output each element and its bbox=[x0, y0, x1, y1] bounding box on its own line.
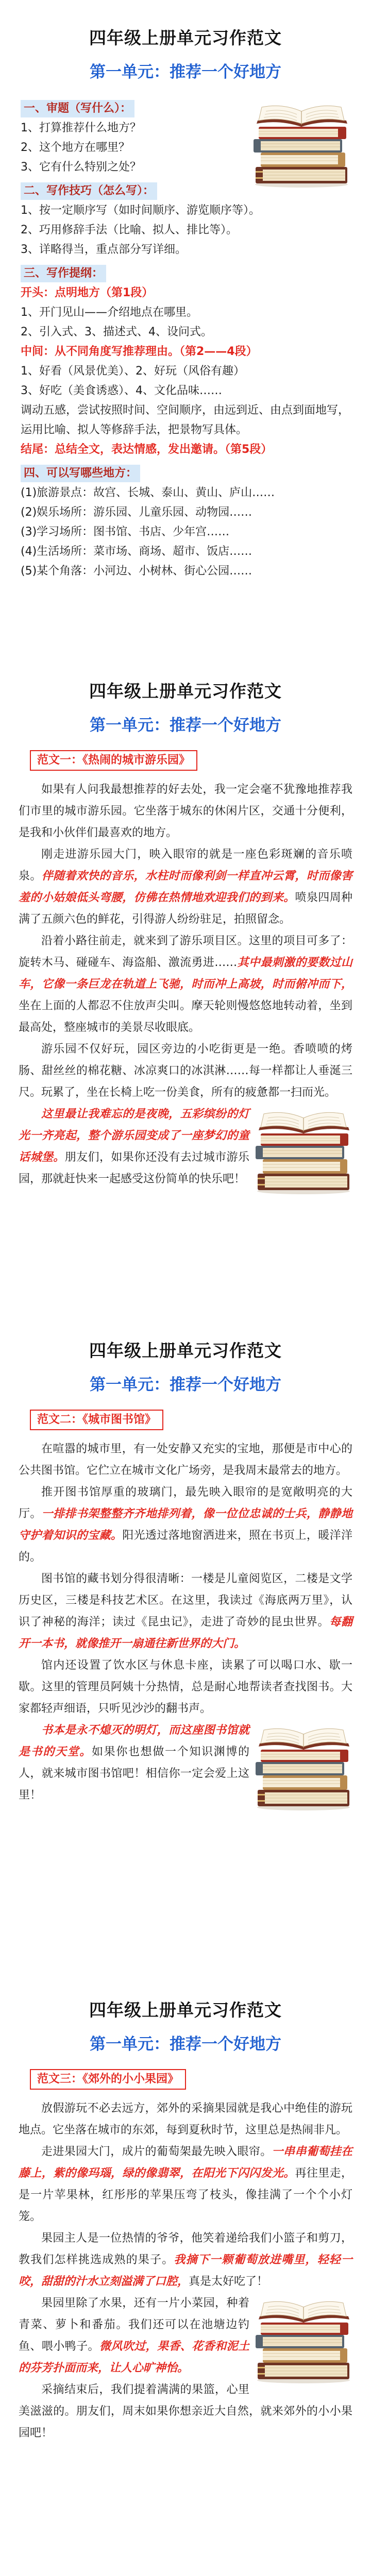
essay-text: 喷泉四周种满了五颜六色的鲜花，引得游人纷纷驻足，拍照留念。 bbox=[19, 891, 352, 926]
essay-text: 刚走进游乐园大门，映入眼帘的就是一座色彩斑斓的音乐喷泉。 bbox=[19, 848, 352, 883]
guide-section bbox=[21, 464, 350, 581]
essay-paragraph bbox=[19, 2228, 352, 2293]
highlight-sentence: 我摘下一颗葡萄放进嘴里，轻轻一咬，甜甜的汁水立刻溢满了口腔， bbox=[19, 2253, 352, 2288]
essay-text: 沿着小路往前走，就来到了游乐项目区。这里的项目可多了：旋转木马、碰碰车、海盗船、激流勇进…… bbox=[19, 935, 352, 969]
essay-text: 真是太好吃了！ bbox=[189, 2275, 268, 2288]
section-heading: 四、可以写哪些地方： bbox=[21, 465, 140, 482]
highlight-sentence: 每翻开一本书，就像推开一扇通往新世界的大门。 bbox=[19, 1616, 352, 1650]
guide-line: (4)生活场所：菜市场、商场、超市、饭店…… bbox=[21, 545, 252, 558]
highlight-sentence: 一串串葡萄挂在藤上，紫的像玛瑙，绿的像翡翠，在阳光下闪闪发光。 bbox=[19, 2145, 352, 2180]
section-heading: 三、写作提纲： bbox=[21, 265, 106, 282]
guide-section bbox=[21, 264, 350, 460]
guide-line: 2、巧用修辞手法（比喻、拟人、排比等）。 bbox=[21, 224, 238, 236]
guide-line: (1)旅游景点：故宫、长城、泰山、黄山、庐山…… bbox=[21, 486, 275, 499]
essay-text: 坐在上面的人都忍不住放声尖叫。摩天轮则慢悠悠地转动着，坐到最高处，整座城市的美景尽收眼底。 bbox=[19, 999, 352, 1034]
essay-text: 果园里除了水果，还有一片小菜园，种着青菜、萝卜和番茄。我们还可以在池塘边钓鱼、喂小鸭子。 bbox=[19, 2297, 249, 2353]
essay-body bbox=[0, 771, 371, 1190]
essay-text: 采摘结束后，我们提着满满的果篮，心里美滋滋的。朋友们，周末如果你想亲近大自然，就来郊外的小小果园吧！ bbox=[19, 2383, 352, 2439]
essay-text: 果园主人是一位热情的爷爷，他笑着递给我们小篮子和剪刀，教我们怎样挑选成熟的果子。 bbox=[19, 2232, 352, 2266]
guide-line: (3)学习场所：图书馆、书店、少年宫…… bbox=[21, 526, 230, 538]
highlight-sentence: 其中最刺激的要数过山车，它像一条巨龙在轨道上飞驰，时而冲上高坡，时而俯冲而下， bbox=[19, 956, 352, 991]
essay-text: 推开图书馆厚重的玻璃门，最先映入眼帘的是宽敞明亮的大厅。 bbox=[19, 1486, 352, 1520]
guide-line: 调动五感，尝试按照时间、空间顺序，由远到近、由点到面地写，运用比喻、拟人等修辞手法，把景物写具体。 bbox=[21, 404, 350, 436]
essay-paragraph bbox=[19, 2379, 352, 2444]
essay-text: 走进果园大门，成片的葡萄架最先映入眼帘。 bbox=[41, 2145, 272, 2158]
essay-text: 再往里走，是一片苹果林，红彤彤的苹果压弯了枝头，像挂满了一个个小灯笼。 bbox=[19, 2167, 352, 2223]
page-title: 四年级上册单元习作范文 bbox=[89, 28, 282, 48]
book-stack-image bbox=[255, 1723, 352, 1811]
section-heading: 二、写作技巧（怎么写）： bbox=[21, 182, 157, 200]
guide-line: 3、它有什么特别之处？ bbox=[21, 161, 141, 174]
guide-line: 1、好看（风景优美）、2、好玩（风俗有趣） bbox=[21, 365, 245, 378]
essay-label: 范文一：《热闹的城市游乐园》 bbox=[30, 750, 197, 771]
essay-paragraph bbox=[19, 2098, 352, 2141]
highlight-sentence: 微风吹过，果香、花香和泥土的芬芳扑面而来，让人心旷神怡。 bbox=[19, 2340, 249, 2375]
guide-body bbox=[0, 83, 371, 581]
unit-subtitle: 第一单元：推荐一个好地方 bbox=[90, 716, 281, 735]
essay-text: 如果有人问我最想推荐的好去处，我一定会毫不犹豫地推荐我们市里的城市游乐园。它坐落于城东的休闲片区，交通十分便利，是我和小伙伴们最喜欢的地方。 bbox=[19, 783, 352, 839]
essay-text: 如果你也想做一个知识渊博的人，就来城市图书馆吧！相信你一定会爱上这里！ bbox=[19, 1745, 249, 1802]
highlight-sentence: 书本是永不熄灭的明灯，而这座图书馆就是书的天堂。 bbox=[19, 1724, 249, 1758]
guide-line: 1、打算推荐什么地方？ bbox=[21, 122, 141, 134]
guide-page bbox=[0, 0, 371, 659]
guide-line: (2)娱乐场所：游乐园、儿童乐园、动物园…… bbox=[21, 506, 252, 519]
guide-line: 1、开门见山——介绍地点在哪里。 bbox=[21, 306, 198, 319]
outline-step: 开头：点明地方（第1段） bbox=[21, 286, 154, 299]
page-title: 四年级上册单元习作范文 bbox=[89, 1341, 282, 1361]
outline-step: 结尾：总结全文，表达情感，发出邀请。（第5段） bbox=[21, 443, 273, 456]
guide-line: 2、这个地方在哪里？ bbox=[21, 141, 130, 154]
essay-text: 馆内还设置了饮水区与休息卡座，读累了可以喝口水、歇一歇。这里的管理员阿姨十分热情，总是耐心地帮读者查找图书。大家都轻声细语，只听见沙沙的翻书声。 bbox=[19, 1659, 352, 1715]
unit-subtitle: 第一单元：推荐一个好地方 bbox=[90, 2035, 281, 2054]
guide-line: 3、详略得当，重点部分写详细。 bbox=[21, 243, 187, 256]
guide-line: 2、引入式、3、描述式、4、设问式。 bbox=[21, 326, 212, 338]
essay-paragraph bbox=[19, 779, 352, 844]
essay-label: 范文三：《郊外的小小果园》 bbox=[30, 2069, 186, 2090]
section-heading: 一、审题（写什么）： bbox=[21, 100, 134, 117]
essay-paragraph bbox=[19, 844, 352, 930]
essay-paragraph bbox=[19, 1655, 352, 1720]
outline-step: 中间：从不同角度写推荐理由。（第2——4段） bbox=[21, 345, 258, 358]
essay-text: 游乐园不仅好玩，园区旁边的小吃街更是一绝。香喷喷的烤肠、甜丝丝的棉花糖、冰凉爽口的冰淇淋……每一样都让人垂涎三尺。玩累了，坐在长椅上吃一份美食，所有的疲惫都一扫而光。 bbox=[19, 1043, 352, 1099]
essay-paragraph bbox=[19, 1438, 352, 1482]
essay-text: 阳光透过落地窗洒进来，照在书页上，暖洋洋的。 bbox=[19, 1529, 352, 1564]
book-stack-image bbox=[255, 1107, 352, 1195]
essay-paragraph bbox=[19, 2141, 352, 2228]
essay-page bbox=[0, 1978, 371, 2576]
essay-body bbox=[0, 2090, 371, 2444]
book-stack-image bbox=[255, 2296, 352, 2384]
book-stack-image bbox=[252, 100, 350, 189]
guide-line: 1、按一定顺序写（如时间顺序、游览顺序等）。 bbox=[21, 204, 260, 217]
page-title: 四年级上册单元习作范文 bbox=[89, 681, 282, 701]
highlight-sentence: 这里最让我难忘的是夜晚，五彩缤纷的灯光一齐亮起，整个游乐园变成了一座梦幻的童话城堡。 bbox=[19, 1108, 249, 1164]
unit-subtitle: 第一单元：推荐一个好地方 bbox=[90, 63, 281, 81]
page-title: 四年级上册单元习作范文 bbox=[89, 2000, 282, 2020]
essay-text: 在喧嚣的城市里，有一处安静又充实的宝地，那便是市中心的公共图书馆。它伫立在城市文化广场旁，是我周末最常去的地方。 bbox=[19, 1443, 352, 1477]
guide-line: (5)某个角落：小河边、小树林、街心公园…… bbox=[21, 565, 252, 578]
essay-label: 范文二：《城市图书馆》 bbox=[30, 1410, 163, 1430]
essay-text: 放假游玩不必去远方，郊外的采摘果园就是我心中绝佳的游玩地点。它坐落在城市的东郊，每到夏秋时节，这里总是热闹非凡。 bbox=[19, 2102, 352, 2137]
essay-paragraph bbox=[19, 1482, 352, 1568]
essay-body bbox=[0, 1430, 371, 1806]
essay-text: 图书馆的藏书划分得很清晰：一楼是儿童阅览区，二楼是文学历史区，三楼是科技艺术区。在这里，我读过《海底两万里》，认识了神秘的海洋；读过《昆虫记》，走进了奇妙的昆虫世界。 bbox=[19, 1572, 352, 1629]
essay-page bbox=[0, 659, 371, 1319]
unit-subtitle: 第一单元：推荐一个好地方 bbox=[90, 1376, 281, 1394]
highlight-sentence: 伴随着欢快的音乐，水柱时而像利剑一样直冲云霄，时而像害羞的小姑娘低头弯腰，仿佛在热情地欢迎我们的到来。 bbox=[19, 870, 352, 904]
highlight-sentence: 一排排书架整整齐齐地排列着，像一位位忠诚的士兵，静静地守护着知识的宝藏。 bbox=[19, 1507, 352, 1542]
guide-line: 3、好吃（美食诱惑）、4、文化品味…… bbox=[21, 384, 222, 397]
essay-page bbox=[0, 1319, 371, 1978]
guide-section bbox=[21, 181, 350, 260]
essay-paragraph bbox=[19, 930, 352, 1039]
essay-text: 朋友们，如果你还没有去过城市游乐园，那就赶快来一起感受这份简单的快乐吧！ bbox=[19, 1151, 249, 1185]
essay-paragraph bbox=[19, 1568, 352, 1655]
essay-paragraph bbox=[19, 1039, 352, 1104]
